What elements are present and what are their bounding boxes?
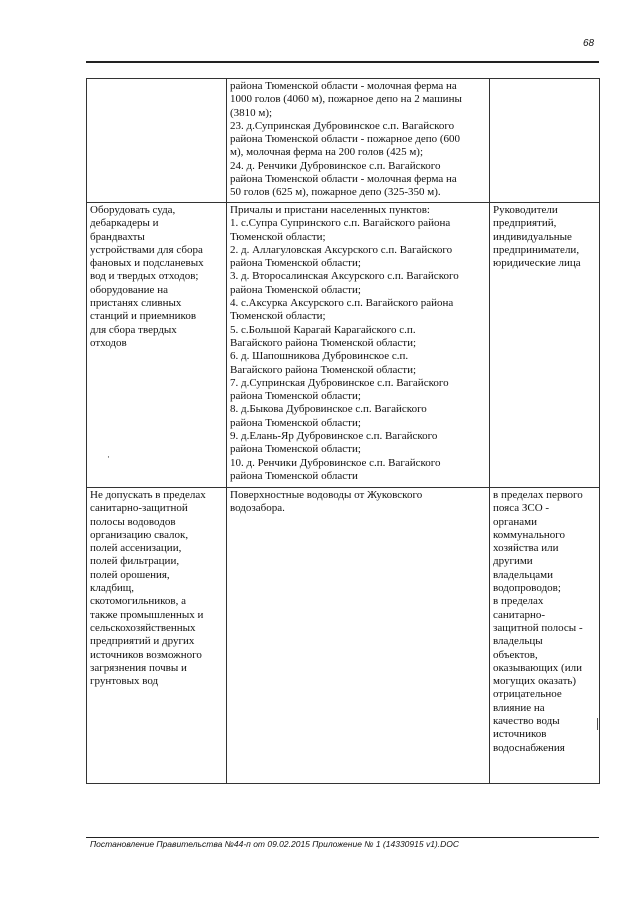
cell-text-line: другими <box>493 555 533 568</box>
cell-text-line: пояса ЗСО - <box>493 502 550 515</box>
cell-text-line: коммунального <box>493 528 565 541</box>
cell-text-line: вод и твердых отходов; <box>90 270 199 283</box>
cell-text-line: района Тюменской области; <box>230 390 361 403</box>
cell-text-line: Тюменской области; <box>230 230 326 243</box>
footer-document-reference: Постановление Правительства №44-п от 09.02.2015 Приложение № 1 (14330915 v1).DOC <box>90 839 460 849</box>
cell-text-line: Тюменской области; <box>230 310 326 323</box>
cell-text-line: 5. с.Большой Карагай Карагайского с.п. <box>230 323 416 336</box>
cell-text-line: отходов <box>90 336 127 349</box>
cell-text-line: владельцами <box>493 568 554 581</box>
cell-text-line: индивидуальные <box>493 230 572 243</box>
cell-text-line: оказывающих (или <box>493 661 582 674</box>
cell-text-line: источников возможного <box>90 648 202 661</box>
measures-table <box>86 78 600 784</box>
cell-text-line: 6. д. Шапошникова Дубровинское с.п. <box>230 350 409 363</box>
cell-text-line: района Тюменской области - молочная ферма на <box>230 173 457 186</box>
cell-text-line: санитарно- <box>493 608 546 621</box>
cell-text-line: санитарно-защитной <box>90 502 188 515</box>
cell-text-line: фановых и подсланевых <box>90 257 204 270</box>
cell-text-line: района Тюменской области; <box>230 283 361 296</box>
cell-text-line: Вагайского района Тюменской области; <box>230 336 417 349</box>
cell-text-line: района Тюменской области - пожарное депо (600 <box>230 133 461 146</box>
cell-text-line: полей орошения, <box>90 568 170 581</box>
cell-text-line: 8. д.Быкова Дубровинское с.п. Вагайского <box>230 403 427 416</box>
page-number: 68 <box>583 38 595 49</box>
cell-text-line: 23. д.Супринская Дубровинское с.п. Вагайского <box>230 119 455 132</box>
cell-text-line: отрицательное <box>493 688 562 701</box>
cell-text-line: Не допускать в пределах <box>90 489 206 501</box>
cell-text-line: дебаркадеры и <box>90 217 159 230</box>
cell-text-line: 1. с.Супра Супринского с.п. Вагайского района <box>230 217 451 230</box>
cell-text-line: предприятий и других <box>90 635 195 648</box>
cell-text-line: 9. д.Елань-Яр Дубровинское с.п. Вагайского <box>230 430 438 443</box>
measure-cell <box>87 203 227 488</box>
cell-text-line: защитной полосы - <box>493 621 583 634</box>
cell-text-line: 50 голов (625 м), пожарное депо (325-350 м). <box>230 186 441 199</box>
measure-cell <box>87 79 227 203</box>
cell-text-line: района Тюменской области - молочная ферма на <box>230 80 457 92</box>
cell-text-line: станций и приемников <box>90 310 197 323</box>
cell-text-line: водоснабжения <box>493 741 565 754</box>
cell-text-line: 24. д. Ренчики Дубровинское с.п. Вагайского <box>230 159 441 172</box>
measure-cell <box>87 488 227 784</box>
objects-cell <box>227 203 490 488</box>
cell-text-line: водопроводов; <box>493 582 561 595</box>
cell-text-line: Оборудовать суда, <box>90 204 176 216</box>
cell-text-line: влияние на <box>493 701 545 714</box>
cell-text-line: полей ассенизации, <box>90 542 182 555</box>
cell-text-line: грунтовых вод <box>90 675 159 688</box>
table-row <box>87 79 600 203</box>
table-row <box>87 203 600 488</box>
cell-text-line: 4. с.Аксурка Аксурского с.п. Вагайского района <box>230 297 454 310</box>
cell-text-line: 3. д. Второсалинская Аксурского с.п. Вагайского <box>230 270 459 283</box>
cell-text-line: Руководители <box>493 204 558 216</box>
cell-text-line: Причалы и пристани населенных пунктов: <box>230 204 430 216</box>
cell-text-line: 10. д. Ренчики Дубровинское с.п. Вагайского <box>230 456 441 469</box>
cell-text-line: Вагайского района Тюменской области; <box>230 363 417 376</box>
responsible-cell <box>490 79 600 203</box>
responsible-cell <box>490 203 600 488</box>
objects-cell <box>227 488 490 784</box>
cell-text-line: предприниматели, <box>493 243 580 256</box>
table-row <box>87 488 600 784</box>
cell-text-line: водозабора. <box>230 502 285 515</box>
cell-text-line: сельскохозяйственных <box>90 621 196 634</box>
cell-text-line: качество воды <box>493 715 560 728</box>
cell-text-line: района Тюменской области; <box>230 257 361 270</box>
cell-text-line: района Тюменской области; <box>230 416 361 429</box>
cell-text-line: м), молочная ферма на 200 голов (425 м); <box>230 146 424 159</box>
cell-text-line: источников <box>493 728 547 741</box>
cell-text-line: кладбищ, <box>90 582 135 595</box>
cell-text-line: также промышленных и <box>90 608 204 621</box>
cell-text-line: хозяйства или <box>493 542 559 555</box>
cell-text-line: 1000 голов (4060 м), пожарное депо на 2 машины <box>230 93 462 106</box>
cell-text-line: (3810 м); <box>230 106 273 119</box>
scan-margin-mark <box>597 718 598 730</box>
cell-text-line: полосы водоводов <box>90 515 176 528</box>
cell-text-line: 7. д.Супринская Дубровинское с.п. Вагайского <box>230 376 449 389</box>
objects-cell <box>227 79 490 203</box>
cell-text-line: предприятий, <box>493 217 557 230</box>
cell-text-line: 2. д. Аллагуловская Аксурского с.п. Вагайского <box>230 243 453 256</box>
cell-text-line: организацию свалок, <box>90 528 189 541</box>
cell-text-line: объектов, <box>493 648 538 661</box>
cell-text-line: скотомогильников, а <box>90 595 186 608</box>
cell-text-line: района Тюменской области; <box>230 443 361 456</box>
cell-text-line: загрязнения почвы и <box>90 661 187 674</box>
cell-text-line: для сбора твердых <box>90 323 177 336</box>
cell-text-line: брандвахты <box>90 230 145 243</box>
cell-text-line: района Тюменской области <box>230 469 358 482</box>
cell-text-line: владельцы <box>493 635 543 648</box>
cell-text-line: полей фильтрации, <box>90 555 180 568</box>
cell-text-line: органами <box>493 515 538 528</box>
cell-text-line: оборудование на <box>90 283 168 296</box>
cell-text-line: юридические лица <box>493 257 581 270</box>
cell-text-line: в пределах <box>493 595 544 608</box>
scan-dot-mark: · <box>107 452 110 462</box>
header-rule <box>86 61 599 63</box>
cell-text-line: Поверхностные водоводы от Жуковского <box>230 489 423 501</box>
cell-text-line: в пределах первого <box>493 489 583 501</box>
cell-text-line: пристанях сливных <box>90 297 182 310</box>
cell-text-line: могущих оказать) <box>493 675 577 688</box>
cell-text-line: устройствами для сбора <box>90 243 203 256</box>
footer-rule <box>86 837 599 838</box>
responsible-cell <box>490 488 600 784</box>
